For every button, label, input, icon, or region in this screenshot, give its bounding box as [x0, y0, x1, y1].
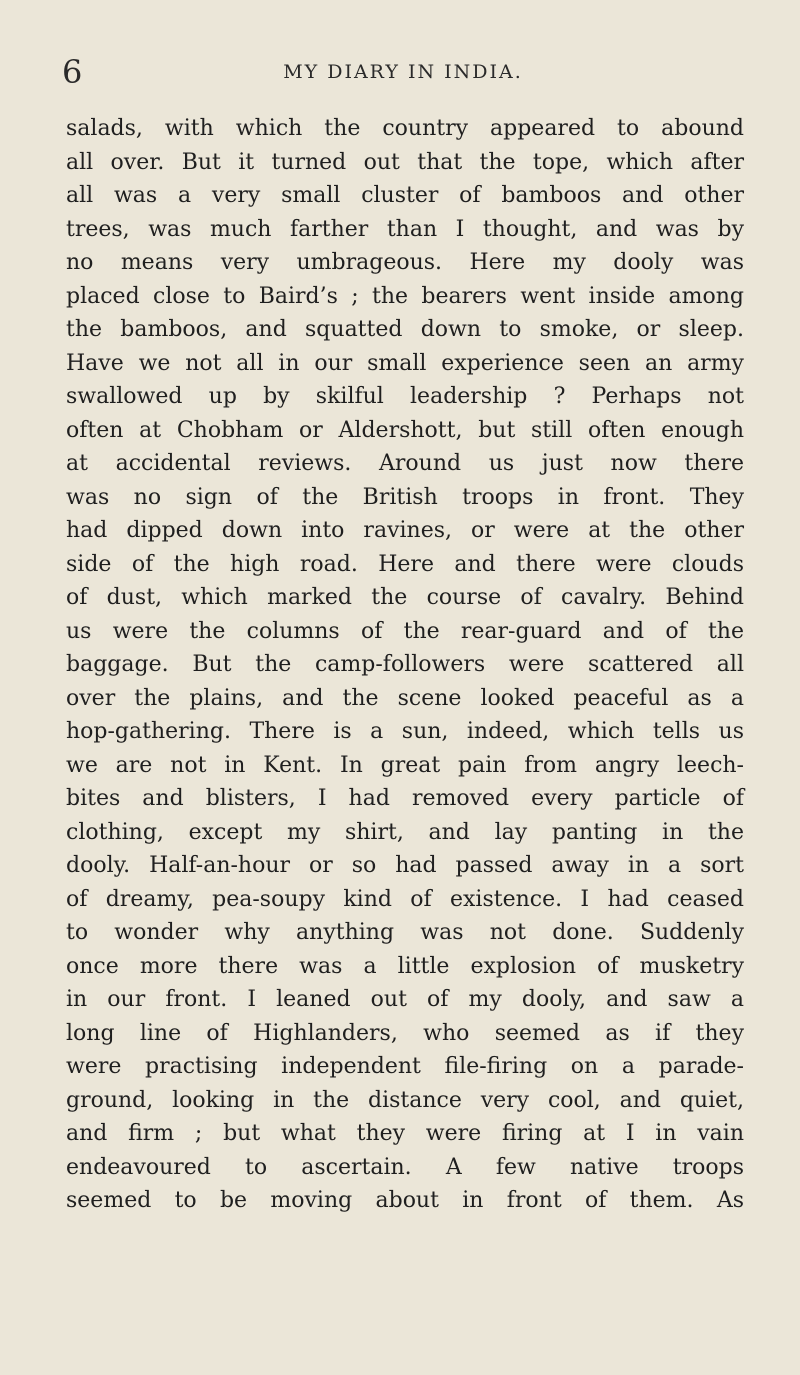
- text-line: long line of Highlanders, who seemed as if they: [66, 1020, 744, 1046]
- text-line: had dipped down into ravines, or were at the other: [66, 518, 744, 543]
- text-line: seemed to be moving about in front of them. As: [66, 1188, 744, 1213]
- text-line: at accidental reviews. Around us just now there: [66, 451, 744, 476]
- text-line: hop-gathering. There is a sun, indeed, which tells us: [66, 719, 744, 744]
- body-text: [66, 112, 744, 1218]
- text-line: bites and blisters, I had removed every particle of: [66, 786, 744, 811]
- text-line: baggage. But the camp-followers were scattered all: [66, 652, 744, 677]
- text-line: we are not in Kent. In great pain from angry leech-: [66, 752, 744, 778]
- text-line: and firm ; but what they were firing at I in vain: [66, 1121, 744, 1146]
- text-line: the bamboos, and squatted down to smoke, or sleep.: [66, 317, 744, 342]
- running-head: [62, 52, 744, 92]
- text-line: often at Chobham or Aldershott, but still often enough: [66, 417, 744, 443]
- text-line: clothing, except my shirt, and lay panting in the: [66, 819, 744, 845]
- text-line: placed close to Baird’s ; the bearers went inside among: [66, 283, 744, 309]
- text-line: once more there was a little explosion of musketry: [66, 953, 744, 979]
- text-line: no means very umbrageous. Here my dooly was: [66, 250, 744, 275]
- running-title: MY DIARY IN INDIA.: [283, 61, 523, 83]
- text-line: in our front. I leaned out of my dooly, and saw a: [66, 987, 744, 1012]
- text-line: of dust, which marked the course of cavalry. Behind: [66, 585, 744, 610]
- page-number: 6: [62, 53, 83, 91]
- text-line: swallowed up by skilful leadership ? Perhaps not: [66, 384, 744, 409]
- text-line: was no sign of the British troops in front. They: [66, 484, 744, 510]
- text-line: all over. But it turned out that the tope, which after: [66, 149, 744, 175]
- text-line: all was a very small cluster of bamboos and other: [66, 183, 744, 208]
- text-line: Have we not all in our small experience seen an army: [66, 350, 744, 376]
- text-line: were practising independent file-firing on a parade-: [66, 1054, 744, 1079]
- text-line: over the plains, and the scene looked peaceful as a: [66, 685, 744, 711]
- text-line: of dreamy, pea-soupy kind of existence. I had ceased: [66, 886, 744, 912]
- text-line: salads, with which the country appeared to abound: [66, 116, 744, 141]
- text-line: ground, looking in the distance very cool, and quiet,: [66, 1087, 744, 1113]
- text-line: dooly. Half-an-hour or so had passed away in a sort: [66, 853, 744, 878]
- text-line: endeavoured to ascertain. A few native troops: [66, 1154, 744, 1180]
- text-line: trees, was much farther than I thought, and was by: [66, 216, 744, 242]
- text-line: to wonder why anything was not done. Suddenly: [66, 920, 744, 945]
- text-line: us were the columns of the rear-guard and of the: [66, 618, 744, 644]
- text-line: side of the high road. Here and there were clouds: [66, 551, 744, 577]
